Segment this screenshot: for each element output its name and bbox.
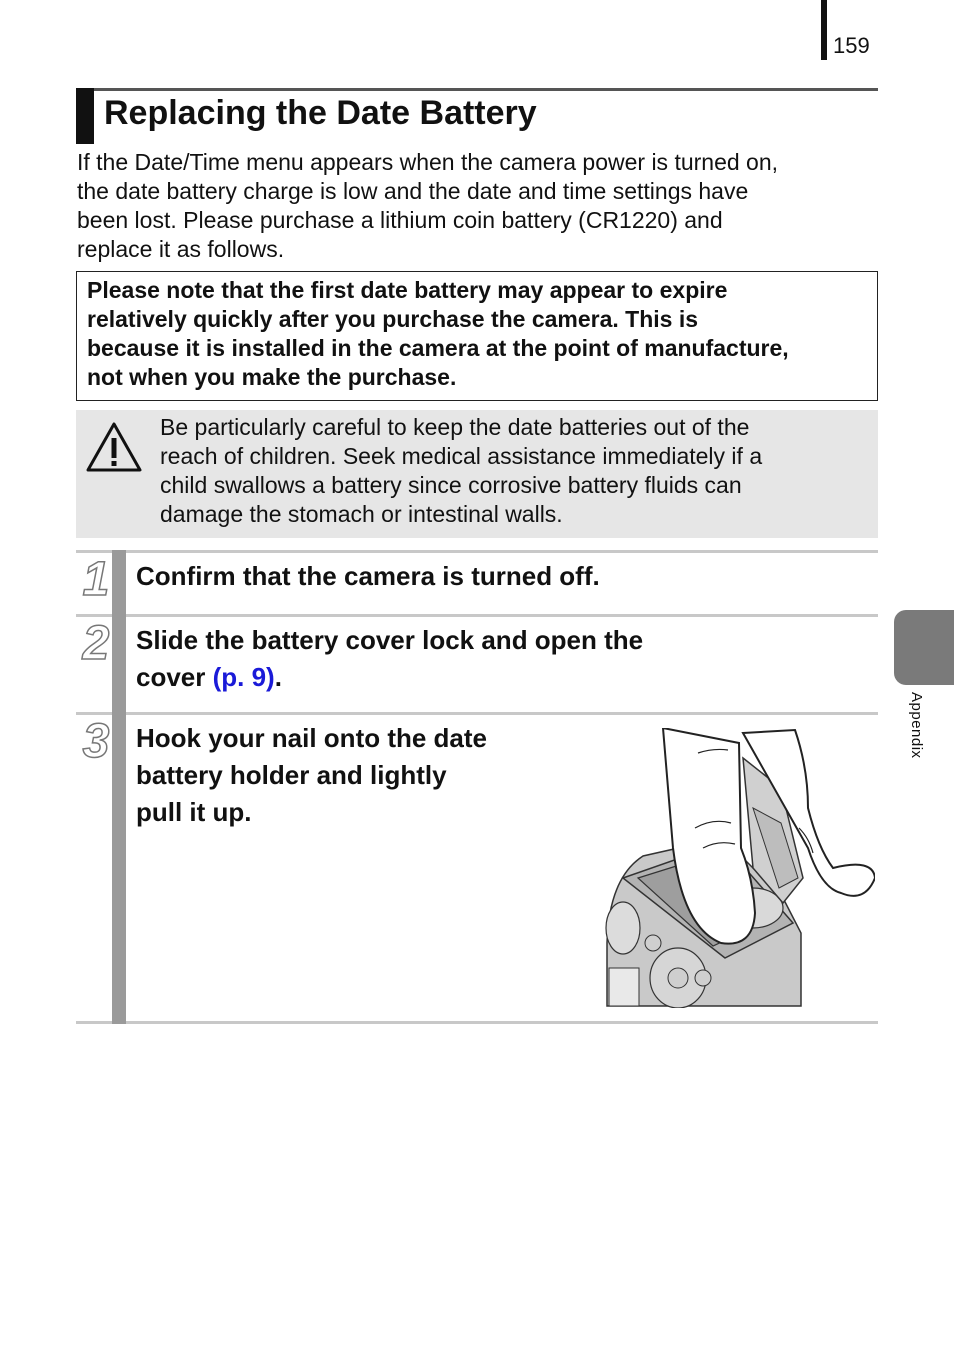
note-line: because it is installed in the camera at the point of manufacture, <box>87 335 789 361</box>
step-line: Hook your nail onto the date <box>136 723 488 753</box>
intro-paragraph <box>77 148 877 264</box>
intro-line: If the Date/Time menu appears when the camera power is turned on, <box>77 149 779 175</box>
warning-triangle-icon <box>85 420 143 474</box>
warning-line: reach of children. Seek medical assistance immediately if a <box>160 443 763 469</box>
note-box <box>76 271 878 401</box>
title-rule <box>76 88 878 91</box>
step-divider <box>76 550 878 553</box>
warning-line: damage the stomach or intestinal walls. <box>160 501 563 527</box>
step-text <box>136 622 643 696</box>
page-link[interactable]: (p. 9) <box>212 662 275 692</box>
step-divider <box>76 1021 878 1024</box>
step-number: 1 <box>82 553 110 606</box>
title-accent-bar <box>76 88 94 144</box>
step-line: battery holder and lightly <box>136 760 447 790</box>
intro-line: the date battery charge is low and the date and time settings have <box>77 178 749 204</box>
intro-line: replace it as follows. <box>77 236 285 262</box>
step-number: 3 <box>82 715 110 768</box>
section-label: Appendix <box>908 692 925 759</box>
page-number: 159 <box>833 33 870 58</box>
step-line: pull it up. <box>136 797 252 827</box>
step-divider <box>76 614 878 617</box>
warning-line: child swallows a battery since corrosive battery fluids can <box>160 472 742 498</box>
step-number: 2 <box>82 617 110 670</box>
note-line: Please note that the first date battery may appear to expire <box>87 277 728 303</box>
section-tab <box>894 610 954 685</box>
step-text <box>136 558 600 595</box>
camera-battery-illustration <box>603 728 875 1008</box>
step-line-end: . <box>274 662 282 692</box>
step-line: cover <box>136 662 213 692</box>
warning-text <box>160 413 870 529</box>
step-divider <box>76 712 878 715</box>
step-line: Confirm that the camera is turned off. <box>136 561 600 591</box>
step-line: Slide the battery cover lock and open the <box>136 625 644 655</box>
note-line: not when you make the purchase. <box>87 364 457 390</box>
page-title: Replacing the Date Battery <box>104 94 537 132</box>
intro-line: been lost. Please purchase a lithium coin battery (CR1220) and <box>77 207 723 233</box>
step-text <box>136 720 487 831</box>
page-number-bar <box>821 0 827 60</box>
warning-line: Be particularly careful to keep the date batteries out of the <box>160 414 750 440</box>
note-line: relatively quickly after you purchase the camera. This is <box>87 306 699 332</box>
warning-box <box>76 410 878 538</box>
